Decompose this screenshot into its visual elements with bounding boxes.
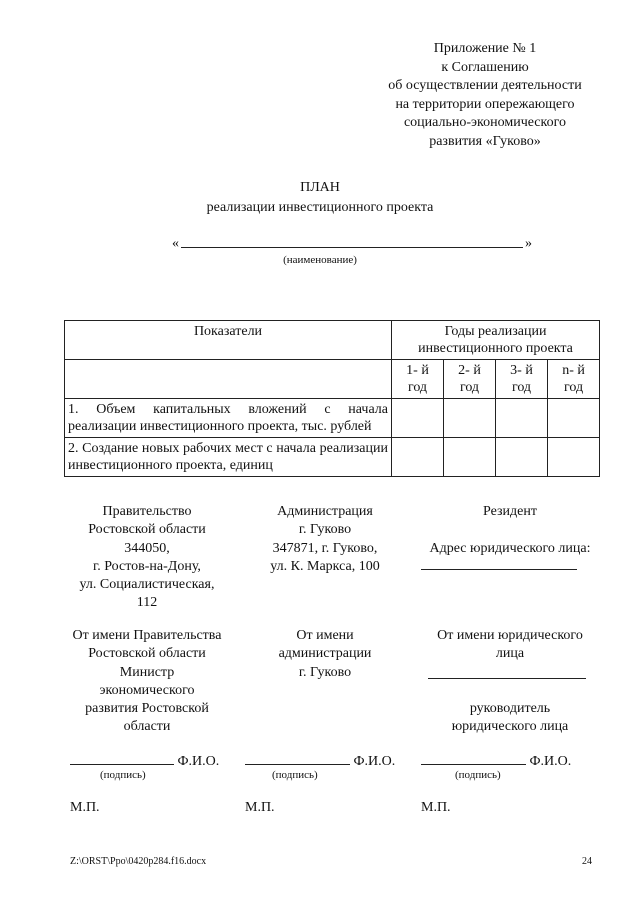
annex-line: на территории опережающего <box>395 96 575 112</box>
government-behalf-line: развития Ростовской <box>85 701 209 717</box>
government-line: г. Ростов-на-Дону, <box>93 558 201 574</box>
row-label: 1. Объем капитальных вложений с начала реализации инвестиционного проекта, тыс. рублей <box>65 399 392 438</box>
signature-caption: (подпись) <box>455 769 501 781</box>
resident-name-blank <box>428 678 586 679</box>
administration-behalf-line: администрации <box>278 646 372 662</box>
footer-file-path: Z:\ORST\Ppo\0420p284.f16.docx <box>70 856 207 867</box>
government-behalf-line: Министр <box>119 664 175 680</box>
header-years: Годы реализации инвестиционного проекта <box>392 321 600 360</box>
fio-label: Ф.И.О. <box>353 754 396 769</box>
government-behalf-line: От имени Правительства <box>72 628 222 643</box>
value-cell <box>444 399 496 438</box>
page-number: 24 <box>582 856 592 867</box>
value-cell <box>548 438 600 477</box>
annex-line: развития «Гуково» <box>429 133 541 149</box>
signature-caption: (подпись) <box>100 769 146 781</box>
resident-behalf-line: лица <box>495 646 525 662</box>
fio-label: Ф.И.О. <box>177 754 220 769</box>
resident-signature <box>421 752 571 770</box>
resident-head-line: руководитель <box>469 701 551 716</box>
government-signatory <box>62 627 232 737</box>
open-quote: « <box>172 236 179 251</box>
administration-behalf-line: г. Гуково <box>298 664 352 680</box>
government-signature <box>70 752 219 770</box>
government-line: 112 <box>136 595 158 611</box>
fio-label: Ф.И.О. <box>529 754 572 769</box>
resident-address-label: Адрес юридического лица: <box>429 541 591 556</box>
government-line: 344050, <box>124 540 170 556</box>
resident-head-line: юридического лица <box>451 719 569 735</box>
value-cell <box>392 399 444 438</box>
annex-line: Приложение № 1 <box>433 41 537 56</box>
government-behalf-line: Ростовской области <box>88 646 206 662</box>
administration-line: ул. К. Маркса, 100 <box>270 558 380 574</box>
year-column: 3- й год <box>496 360 548 399</box>
header-indicators: Показатели <box>65 321 392 360</box>
value-cell <box>496 399 548 438</box>
administration-behalf-line: От имени <box>296 628 354 643</box>
stamp-place: М.П. <box>70 800 100 815</box>
government-line: ул. Социалистическая, <box>79 577 215 593</box>
resident-head <box>415 700 605 737</box>
annex-line: к Соглашению <box>441 59 529 75</box>
administration-line: 347871, г. Гуково, <box>272 540 378 556</box>
year-column: 2- й год <box>444 360 496 399</box>
resident-address-blank <box>421 569 577 570</box>
plan-table <box>64 320 600 477</box>
plan-heading: ПЛАН <box>300 180 340 195</box>
administration-line: г. Гуково <box>298 522 352 538</box>
table-row <box>65 399 600 438</box>
administration-details <box>245 503 405 576</box>
resident-details <box>415 503 605 521</box>
value-cell <box>548 399 600 438</box>
administration-signatory <box>245 627 405 682</box>
stamp-place: М.П. <box>245 800 275 815</box>
year-column: 1- й год <box>392 360 444 399</box>
government-line: Ростовской области <box>88 522 206 538</box>
signature-blank <box>70 752 174 765</box>
project-name-line <box>172 236 532 252</box>
stamp-place: М.П. <box>421 800 451 815</box>
value-cell <box>392 438 444 477</box>
empty-cell <box>65 360 392 399</box>
government-behalf-line: области <box>123 719 171 735</box>
resident-behalf-line: От имени юридического <box>437 628 583 643</box>
annex-line: социально-экономического <box>403 115 567 131</box>
project-name-blank <box>181 246 523 248</box>
administration-signature <box>245 752 395 770</box>
annex-line: об осуществлении деятельности <box>388 78 582 94</box>
year-column: n- й год <box>548 360 600 399</box>
table-years-row <box>65 360 600 399</box>
resident-title: Резидент <box>483 504 537 519</box>
government-behalf-line: экономического <box>99 682 195 698</box>
name-caption: (наименование) <box>283 254 357 266</box>
row-label: 2. Создание новых рабочих мест с начала реализации инвестиционного проекта, единиц <box>65 438 392 477</box>
table-header-row <box>65 321 600 360</box>
signature-blank <box>245 752 350 765</box>
value-cell <box>496 438 548 477</box>
value-cell <box>444 438 496 477</box>
government-line: Правительство <box>102 504 192 519</box>
government-details <box>62 503 232 613</box>
table-row <box>65 438 600 477</box>
administration-line: Администрация <box>277 504 373 519</box>
signature-blank <box>421 752 526 765</box>
close-quote: » <box>525 236 532 251</box>
signature-caption: (подпись) <box>272 769 318 781</box>
annex-header <box>370 40 600 152</box>
resident-signatory <box>415 627 605 664</box>
plan-subheading: реализации инвестиционного проекта <box>206 200 434 215</box>
